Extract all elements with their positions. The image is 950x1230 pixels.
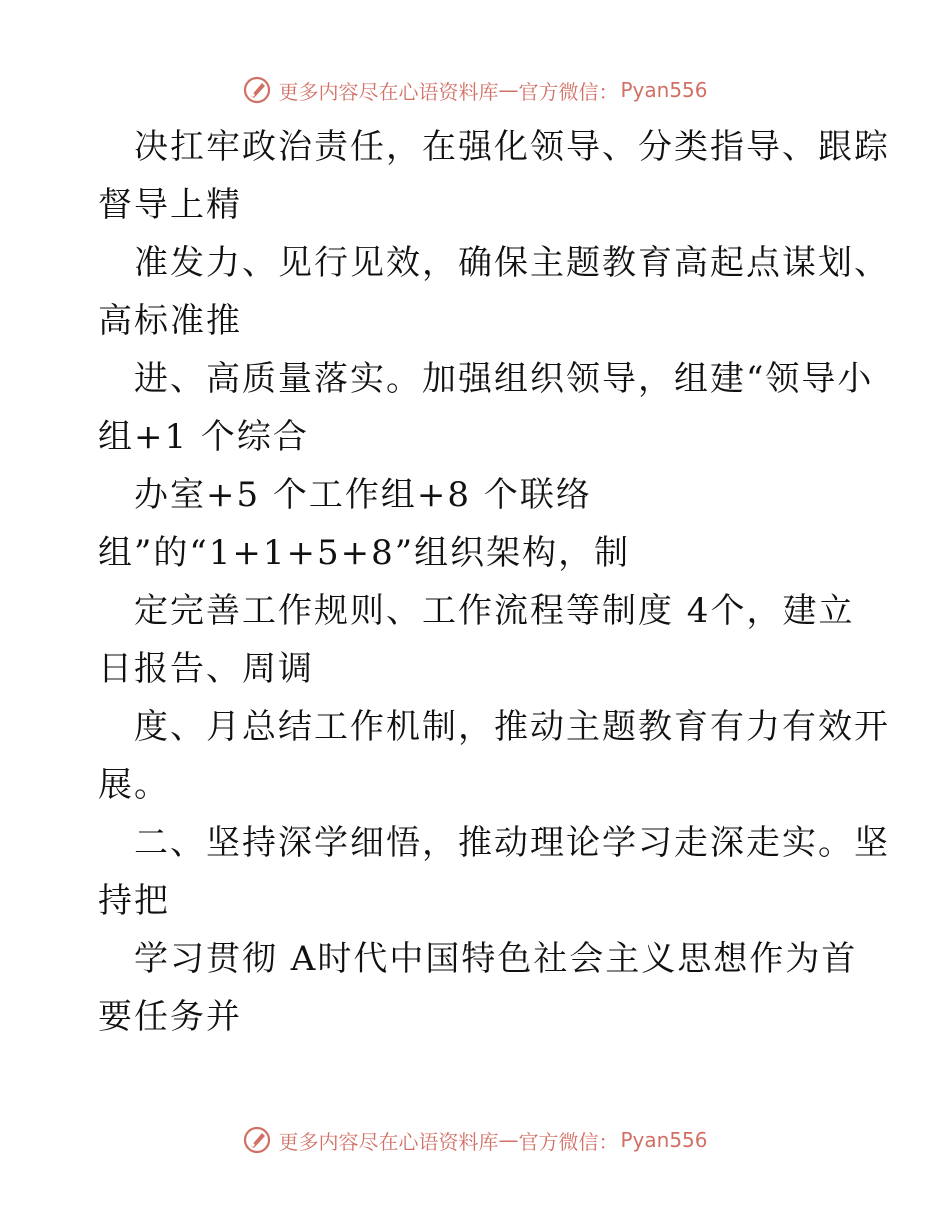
body-line: 二、坚持深学细悟，推动理论学习走深走实。坚	[134, 823, 890, 863]
watermark-dash: —	[498, 1128, 519, 1152]
watermark-sub-text: 官方微信：	[518, 1129, 619, 1154]
watermark-dash: —	[498, 78, 519, 102]
body-line: 度、月总结工作机制，推动主题教育有力有效开	[134, 707, 890, 747]
body-line: 办室+5 个工作组+8 个联络	[134, 475, 592, 515]
watermark-main-text: 更多内容尽在心语资料库	[278, 79, 499, 104]
pen-nib-logo-icon	[242, 1125, 272, 1155]
pen-nib-logo-icon	[242, 75, 272, 105]
watermark-wechat-id: Pyan556	[620, 78, 708, 102]
body-line: 进、高质量落实。加强组织领导，组建“领导小	[134, 359, 874, 399]
watermark-wechat-id: Pyan556	[620, 1128, 708, 1152]
body-line: 要任务并	[98, 997, 242, 1037]
body-line: 展。	[98, 765, 170, 805]
body-line: 组+1 个综合	[98, 417, 309, 457]
body-line: 高标准推	[98, 301, 242, 341]
body-line: 决扛牢政治责任，在强化领导、分类指导、跟踪	[134, 127, 890, 167]
body-line: 定完善工作规则、工作流程等制度 4个，建立	[134, 591, 855, 631]
body-line: 持把	[98, 881, 170, 921]
watermark-sub-text: 官方微信：	[518, 79, 619, 104]
body-line: 学习贯彻 A时代中国特色社会主义思想作为首	[134, 939, 858, 979]
body-line: 日报告、周调	[98, 649, 314, 689]
body-line: 督导上精	[98, 185, 242, 225]
header-watermark	[0, 70, 950, 110]
watermark-main-text: 更多内容尽在心语资料库	[278, 1129, 499, 1154]
body-line: 组”的“1+1+5+8”组织架构，制	[98, 533, 631, 573]
body-line: 准发力、见行见效，确保主题教育高起点谋划、	[134, 243, 890, 283]
footer-watermark	[0, 1120, 950, 1160]
